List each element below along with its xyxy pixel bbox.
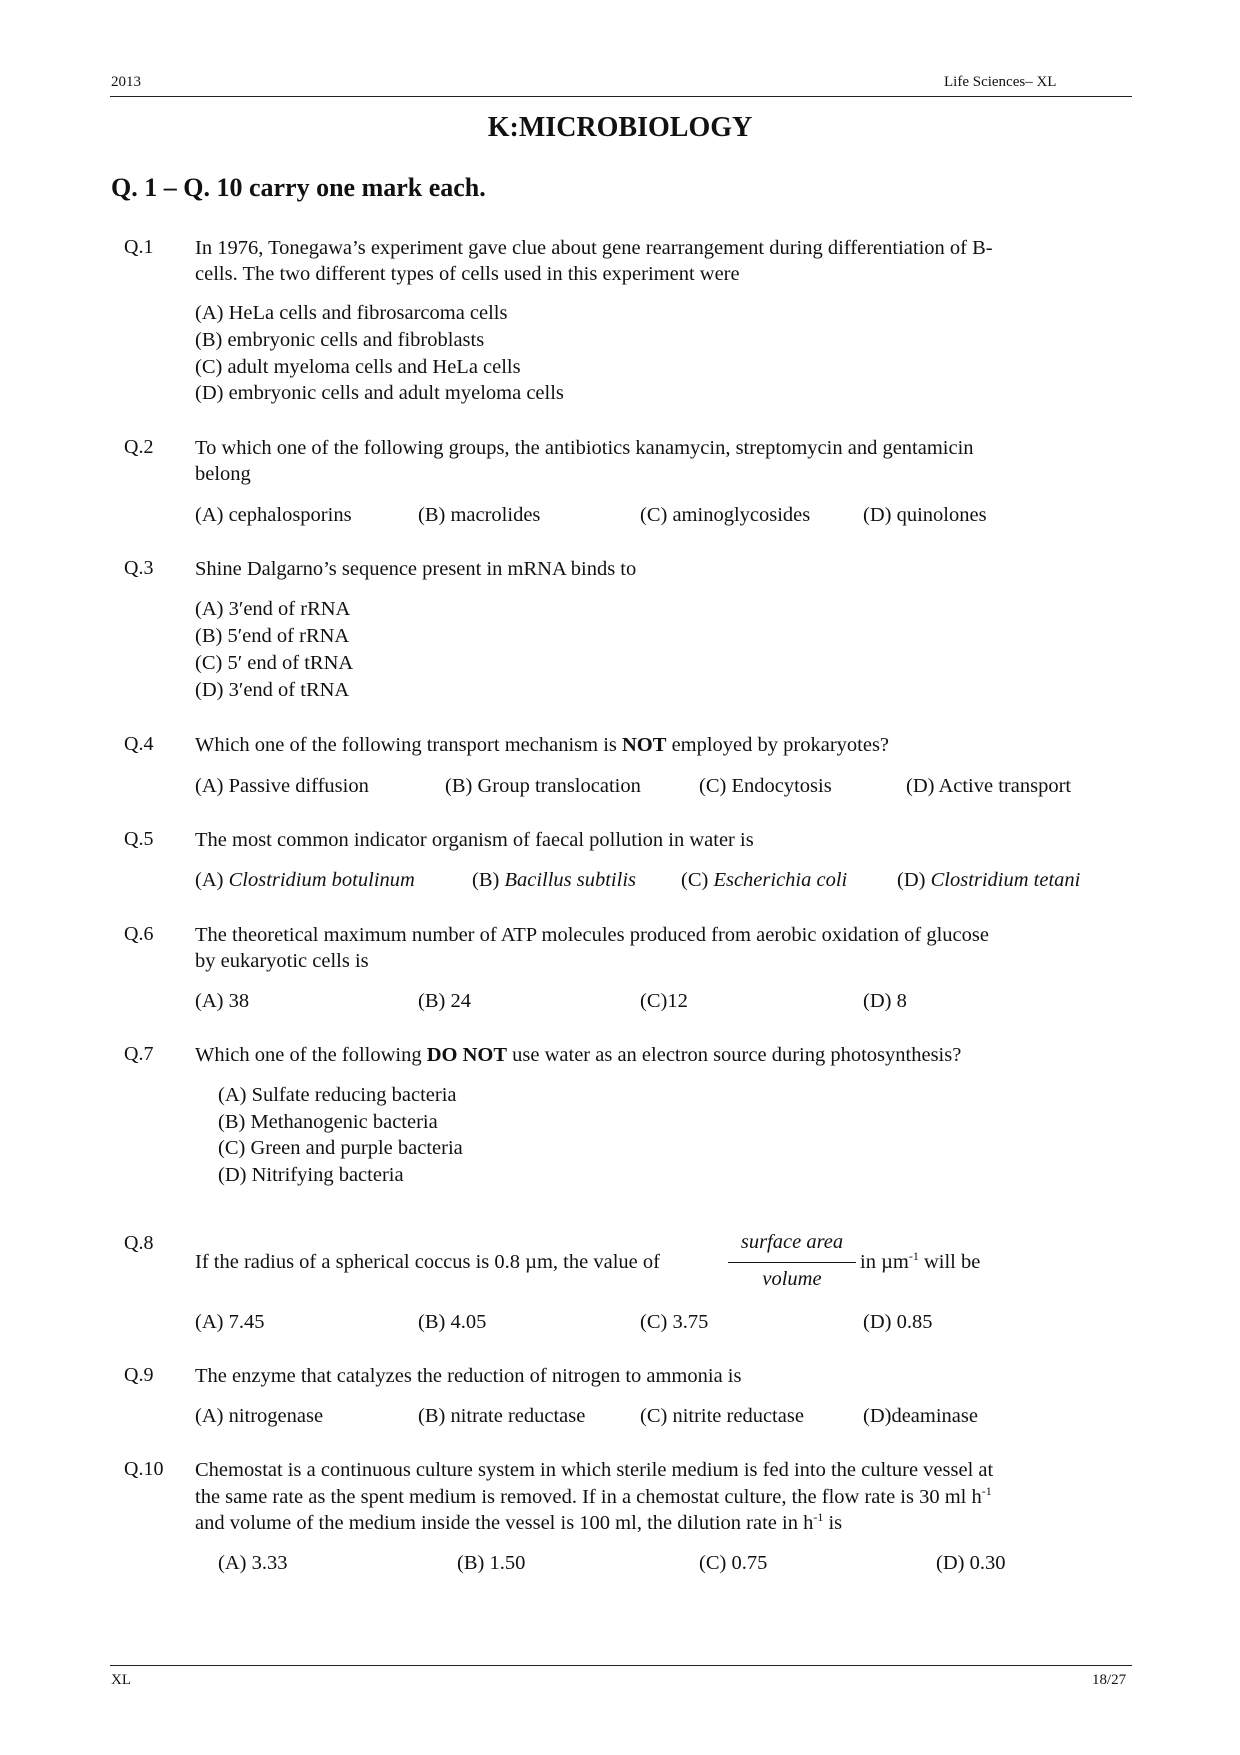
option-a: (A) Sulfate reducing bacteria (218, 1084, 457, 1106)
question-text-line (195, 1042, 961, 1068)
option-label: (C) (681, 869, 714, 891)
question-number: Q.8 (124, 1232, 154, 1254)
question-text: in µm (860, 1251, 909, 1273)
option-c (681, 867, 847, 894)
question-text: the same rate as the spent medium is removed. If in a chemostat culture, the flow rate is 30 ml h (195, 1486, 982, 1508)
option-c: (C) nitrite reductase (640, 1405, 804, 1427)
option-d: (D) Active transport (906, 775, 1072, 797)
option-label: (A) (195, 869, 229, 891)
option-a: (A) Passive diffusion (195, 775, 369, 797)
option-d: (D) embryonic cells and adult myeloma cells (195, 382, 564, 404)
option-d: (D) Nitrifying bacteria (218, 1164, 404, 1186)
option-label: (D) (897, 869, 931, 891)
fraction-numerator: surface area (740, 1231, 844, 1253)
question-number: Q.7 (124, 1043, 154, 1065)
question-text-line: The most common indicator organism of faecal pollution in water is (195, 829, 754, 851)
option-c: (C) Green and purple bacteria (218, 1137, 463, 1159)
option-b: (B) embryonic cells and fibroblasts (195, 329, 485, 351)
option-a: (A) HeLa cells and fibrosarcoma cells (195, 302, 508, 324)
option-b: (B) macrolides (418, 504, 541, 526)
question-text-line: belong (195, 463, 251, 485)
fraction-denominator: volume (762, 1268, 822, 1290)
option-b: (B) Group translocation (445, 775, 641, 797)
question-text-line: The theoretical maximum number of ATP molecules produced from aerobic oxidation of glucose (195, 924, 989, 946)
question-text: employed by prokaryotes? (666, 734, 890, 756)
option-c: (C) 0.75 (699, 1552, 768, 1574)
option-c: (C) Endocytosis (699, 775, 832, 797)
option-b: (B) 24 (418, 990, 471, 1012)
option-d: (D) 8 (863, 990, 907, 1012)
option-text: Clostridium botulinum (228, 869, 415, 891)
option-d: (D) 3′end of tRNA (195, 679, 350, 701)
question-text-line: Shine Dalgarno’s sequence present in mRNA binds to (195, 558, 637, 580)
option-c: (C) 3.75 (640, 1311, 709, 1333)
question-number: Q.1 (124, 236, 154, 258)
option-text: Escherichia coli (713, 869, 848, 891)
header-rule (110, 96, 1132, 97)
option-c: (C) 5′ end of tRNA (195, 652, 354, 674)
option-label: (B) (472, 869, 505, 891)
option-a: (A) nitrogenase (195, 1405, 324, 1427)
question-text: use water as an electron source during photosynthesis? (507, 1044, 962, 1066)
question-number: Q.6 (124, 923, 154, 945)
option-a: (A) 38 (195, 990, 250, 1012)
option-c: (C) adult myeloma cells and HeLa cells (195, 356, 521, 378)
question-text: and volume of the medium inside the vessel is 100 ml, the dilution rate in h (195, 1512, 814, 1534)
question-text: Which one of the following transport mechanism is (195, 734, 622, 756)
question-number: Q.9 (124, 1364, 154, 1386)
question-text: Which one of the following (195, 1044, 427, 1066)
option-d: (D) 0.30 (936, 1552, 1006, 1574)
option-b: (B) 1.50 (457, 1552, 526, 1574)
header-year: 2013 (111, 74, 141, 90)
header-subject: Life Sciences– XL (944, 74, 1057, 90)
question-text-line: To which one of the following groups, the antibiotics kanamycin, streptomycin and gentamicin (195, 437, 974, 459)
question-text: will be (918, 1251, 981, 1273)
question-text-line: by eukaryotic cells is (195, 950, 369, 972)
option-c: (C)12 (640, 990, 688, 1012)
option-text: Bacillus subtilis (504, 869, 637, 891)
option-b: (B) nitrate reductase (418, 1405, 586, 1427)
question-text: is (823, 1512, 843, 1534)
option-d (897, 867, 1080, 894)
question-number: Q.5 (124, 828, 154, 850)
option-b: (B) 5′end of rRNA (195, 625, 350, 647)
option-a: (A) cephalosporins (195, 504, 352, 526)
option-a: (A) 3.33 (218, 1552, 288, 1574)
question-text-line: If the radius of a spherical coccus is 0.8 µm, the value of (195, 1251, 660, 1273)
question-text-line: In 1976, Tonegawa’s experiment gave clue about gene rearrangement during differentiation of B- (195, 237, 993, 259)
superscript: -1 (981, 1484, 992, 1498)
emphasis-text: DO NOT (426, 1044, 508, 1066)
option-b (472, 867, 636, 894)
question-text-line (195, 1510, 842, 1536)
page-title: K:MICROBIOLOGY (487, 112, 753, 143)
question-number: Q.4 (124, 733, 154, 755)
question-number: Q.10 (124, 1458, 164, 1480)
superscript: -1 (813, 1510, 824, 1524)
option-d: (D) quinolones (863, 504, 987, 526)
page-number: 18/27 (1092, 1672, 1127, 1688)
question-text-line (195, 732, 889, 758)
option-b: (B) Methanogenic bacteria (218, 1111, 438, 1133)
footer-rule (110, 1665, 1132, 1666)
question-text-line (860, 1249, 980, 1275)
question-number: Q.2 (124, 436, 154, 458)
question-text-line: The enzyme that catalyzes the reduction of nitrogen to ammonia is (195, 1365, 742, 1387)
emphasis-text: NOT (622, 734, 667, 756)
option-b: (B) 4.05 (418, 1311, 487, 1333)
question-text-line (195, 1484, 992, 1510)
question-text-line: Chemostat is a continuous culture system in which sterile medium is fed into the culture vessel at (195, 1459, 994, 1481)
option-text: Clostridium tetani (930, 869, 1081, 891)
option-c: (C) aminoglycosides (640, 504, 811, 526)
option-d: (D)deaminase (863, 1405, 978, 1427)
section-heading: Q. 1 – Q. 10 carry one mark each. (111, 173, 486, 202)
fraction-bar (728, 1262, 856, 1263)
option-d: (D) 0.85 (863, 1311, 933, 1333)
question-number: Q.3 (124, 557, 154, 579)
question-text-line: cells. The two different types of cells used in this experiment were (195, 263, 740, 285)
superscript: -1 (908, 1249, 919, 1263)
option-a: (A) 3′end of rRNA (195, 598, 351, 620)
option-a (195, 867, 415, 894)
option-a: (A) 7.45 (195, 1311, 265, 1333)
footer-code: XL (111, 1672, 131, 1688)
